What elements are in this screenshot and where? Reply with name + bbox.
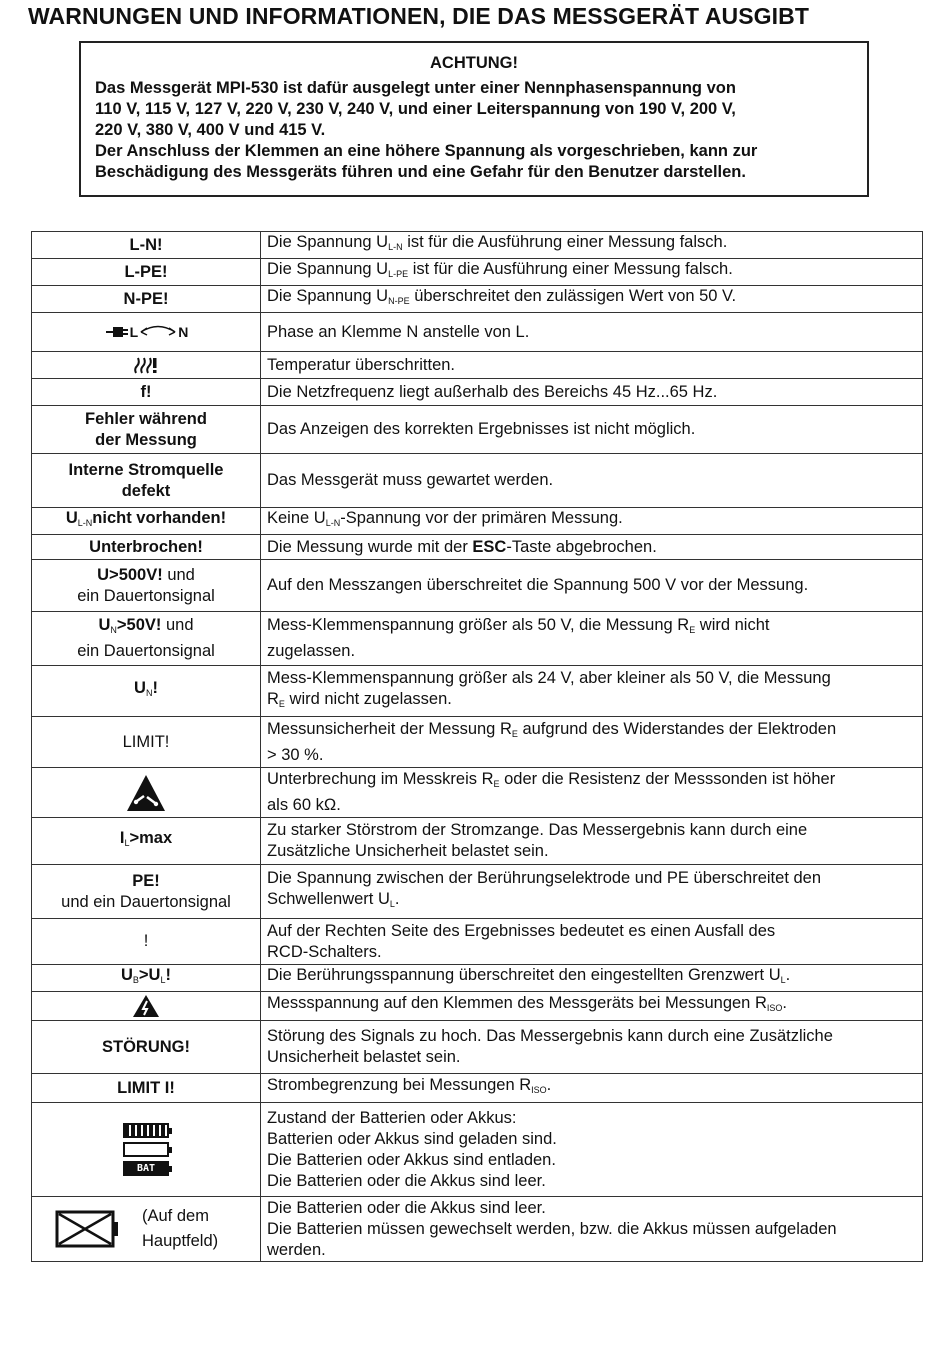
message-code: STÖRUNG! <box>32 1021 261 1074</box>
message-description: Unterbrechung im Messkreis $R_E$ oder die Resistenz der Messsonden ist höher als 60 kΩ. <box>261 768 923 818</box>
message-code: Fehler während der Messung <box>32 406 261 454</box>
high-voltage-warning-icon <box>132 994 160 1018</box>
message-code: LIMIT! <box>32 717 261 768</box>
page-title: WARNUNGEN UND INFORMATIONEN, DIE DAS MESSGERÄT AUSGIBT <box>28 3 810 29</box>
table-row <box>32 259 923 286</box>
message-code: $U_B>U_L$! <box>32 965 261 992</box>
esc-key-label: ESC <box>472 537 507 556</box>
message-description: Mess-Klemmenspannung größer als 50 V, die Messung $R_E$ wird nicht zugelassen. <box>261 612 923 666</box>
message-code: N-PE! <box>32 286 261 313</box>
message-code: $U_N>50V$! und ein Dauertonsignal <box>32 612 261 666</box>
message-code: f! <box>32 379 261 406</box>
message-code: L-PE! <box>32 259 261 286</box>
warning-line: 220 V, 380 V, 400 V und 415 V. <box>95 121 326 139</box>
message-description: Die Spannung $U_{L-PE}$ ist für die Ausführung einer Messung falsch. <box>261 259 923 286</box>
warning-line: 110 V, 115 V, 127 V, 220 V, 230 V, 240 V, und einer Leiterspannung von 190 V, 200 V, <box>95 100 736 118</box>
message-code: PE! und ein Dauertonsignal <box>32 865 261 919</box>
table-row <box>32 379 923 406</box>
table-row <box>32 666 923 717</box>
table-row <box>32 1103 923 1197</box>
table-row <box>32 406 923 454</box>
message-code: Unterbrochen! <box>32 535 261 560</box>
message-description: Messspannung auf den Klemmen des Messgeräts bei Messungen $R_{ISO}$. <box>261 992 923 1021</box>
message-description: Die Spannung zwischen der Berührungselektrode und PE überschreitet den Schwellenwert $U_L$. <box>261 865 923 919</box>
table-row <box>32 560 923 612</box>
table-row <box>32 286 923 313</box>
message-code: ! <box>32 919 261 965</box>
battery-empty-icon <box>123 1142 169 1157</box>
table-row <box>32 768 923 818</box>
message-description: Temperatur überschritten. <box>261 352 923 379</box>
table-row <box>32 313 923 352</box>
message-code: U>500V! und ein Dauertonsignal <box>32 560 261 612</box>
swap-arrow-icon <box>138 325 178 339</box>
warning-box <box>79 41 869 197</box>
table-row <box>32 1074 923 1103</box>
message-code <box>32 1197 261 1262</box>
message-description: Die Messung wurde mit der ESC-Taste abgebrochen. <box>261 535 923 560</box>
phase-n-label: N <box>178 323 189 340</box>
table-row <box>32 1197 923 1262</box>
message-code <box>32 992 261 1021</box>
message-description: Keine $U_{L-N}$-Spannung vor der primären Messung. <box>261 508 923 535</box>
message-description: Mess-Klemmenspannung größer als 24 V, aber kleiner als 50 V, die Messung $R_E$ wird nicht zugelassen. <box>261 666 923 717</box>
battery-full-icon <box>123 1123 169 1138</box>
message-code: Interne Stromquelle defekt <box>32 454 261 508</box>
plug-icon <box>104 324 130 340</box>
broken-circuit-warning-icon <box>125 773 167 813</box>
warning-line: Das Messgerät MPI-530 ist dafür ausgelegt unter einer Nennphasenspannung von <box>95 79 736 97</box>
battery-bat-icon: BAT <box>123 1161 169 1176</box>
table-row <box>32 535 923 560</box>
message-code: $U_{L-N}nicht$ vorhanden! <box>32 508 261 535</box>
message-code <box>32 1103 261 1197</box>
message-code: $I_L>\max$ <box>32 818 261 865</box>
table-row <box>32 992 923 1021</box>
message-description: Phase an Klemme N anstelle von L. <box>261 313 923 352</box>
message-code <box>32 352 261 379</box>
message-code <box>32 768 261 818</box>
message-description: Die Spannung $U_{N-PE}$ überschreitet den zulässigen Wert von 50 V. <box>261 286 923 313</box>
table-row <box>32 865 923 919</box>
message-description: Messunsicherheit der Messung $R_E$ aufgrund des Widerstandes der Elektroden > 30 %. <box>261 717 923 768</box>
warning-heading: ACHTUNG! <box>430 54 518 72</box>
battery-status-icons <box>123 1123 169 1176</box>
table-row <box>32 818 923 865</box>
messages-table <box>31 231 923 1262</box>
warning-line: Der Anschluss der Klemmen an eine höhere Spannung als vorgeschrieben, kann zur <box>95 142 758 160</box>
table-row <box>32 717 923 768</box>
message-description: Das Anzeigen des korrekten Ergebnisses ist nicht möglich. <box>261 406 923 454</box>
phase-l-label: L <box>129 323 139 340</box>
warning-line: Beschädigung des Messgeräts führen und eine Gefahr für den Benutzer darstellen. <box>95 163 746 181</box>
message-description: Zu starker Störstrom der Stromzange. Das Messergebnis kann durch eine Zusätzliche Unsicherheit belastet sein. <box>261 818 923 865</box>
message-description: Störung des Signals zu hoch. Das Messergebnis kann durch eine Zusätzliche Unsicherheit belastet sein. <box>261 1021 923 1074</box>
message-code: L-N! <box>32 232 261 259</box>
table-row <box>32 612 923 666</box>
table-row <box>32 1021 923 1074</box>
message-description: Auf der Rechten Seite des Ergebnisses bedeutet es einen Ausfall des RCD-Schalters. <box>261 919 923 965</box>
crossed-battery-icon <box>54 1209 120 1249</box>
message-description: Die Batterien oder die Akkus sind leer. Die Batterien müssen gewechselt werden, bzw. die Akkus müssen aufgeladen werden. <box>261 1197 923 1262</box>
table-row <box>32 965 923 992</box>
message-description: Die Netzfrequenz liegt außerhalb des Bereichs 45 Hz...65 Hz. <box>261 379 923 406</box>
table-row <box>32 454 923 508</box>
message-description: Zustand der Batterien oder Akkus: Batterien oder Akkus sind geladen sind. Die Batterien oder Akkus sind entladen. Die Batterien oder die Akkus sind leer. <box>261 1103 923 1197</box>
table-row <box>32 919 923 965</box>
message-description: Auf den Messzangen überschreitet die Spannung 500 V vor der Messung. <box>261 560 923 612</box>
table-row <box>32 232 923 259</box>
message-code: $U_N$! <box>32 666 261 717</box>
table-row <box>32 508 923 535</box>
phase-swap-indicator <box>38 322 254 343</box>
temperature-warning-icon <box>133 355 159 375</box>
message-code: LIMIT I! <box>32 1074 261 1103</box>
main-field-note: (Auf dem Hauptfeld) <box>142 1207 219 1250</box>
table-row <box>32 352 923 379</box>
message-description: Die Berührungsspannung überschreitet den eingestellten Grenzwert $U_L$. <box>261 965 923 992</box>
message-description: Das Messgerät muss gewartet werden. <box>261 454 923 508</box>
message-code <box>32 313 261 352</box>
message-description: Strombegrenzung bei Messungen $R_{ISO}$. <box>261 1074 923 1103</box>
message-description: Die Spannung $U_{L-N}$ ist für die Ausführung einer Messung falsch. <box>261 232 923 259</box>
